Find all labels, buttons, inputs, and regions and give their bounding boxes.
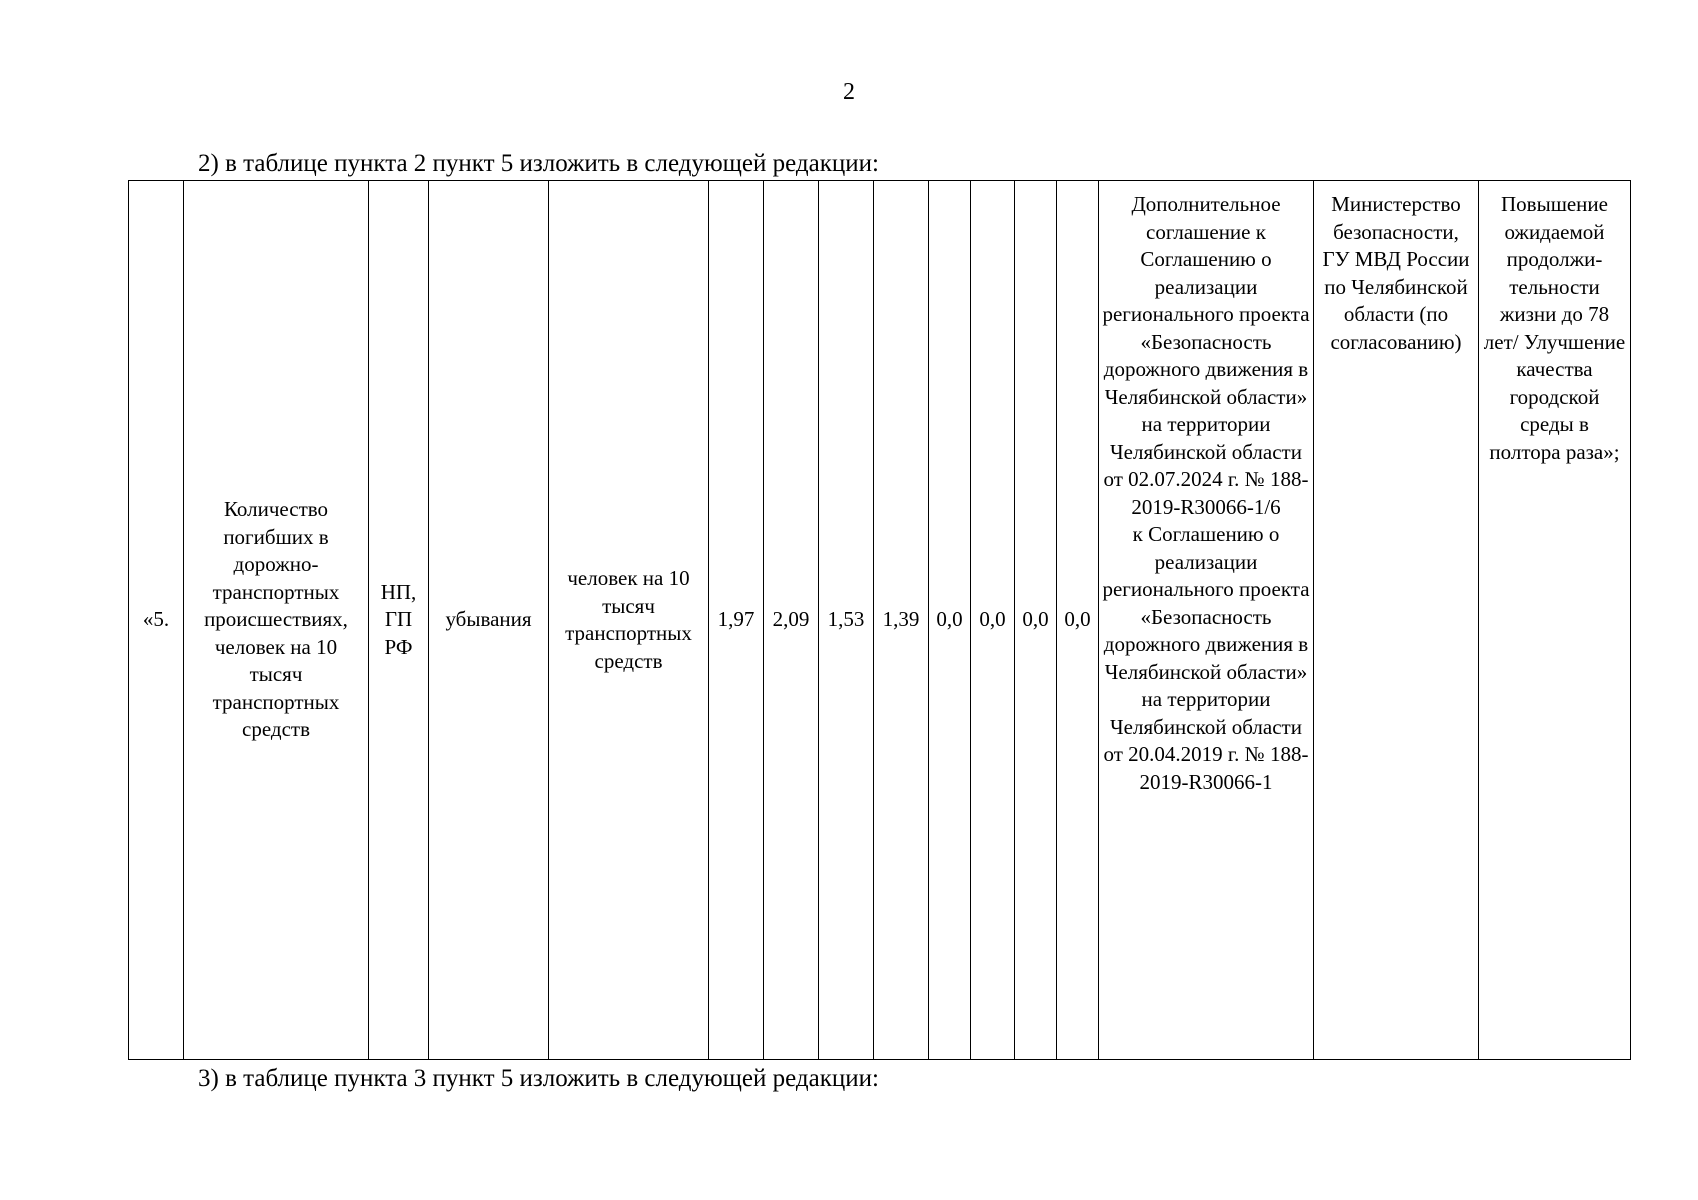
- indicator-table: [128, 180, 1631, 1060]
- table-row: [129, 181, 1631, 1060]
- unit-cell: человек на 10 тысяч транспортных средств: [549, 181, 709, 1060]
- value-cell: 0,0: [1015, 181, 1057, 1060]
- value-cell: 0,0: [1057, 181, 1099, 1060]
- row-index-cell: «5.: [129, 181, 184, 1060]
- document-cell: Дополнительное соглашение к Соглашению о реализации регионального проекта «Безопасность дорожного движения в Челябинской области» на территории Челябинской области от 02.07.2024 г. № 188-2019-R30066-1/6 к Соглашению о реализации регионального проекта «Безопасность дорожного движения в Челябинской области» на территории Челябинской области от 20.04.2019 г. № 188-2019-R30066-1: [1099, 181, 1314, 1060]
- value-cell: 1,39: [874, 181, 929, 1060]
- value-cell: 0,0: [929, 181, 971, 1060]
- indicator-name-cell: Количество погибших в дорожно-транспортных происшествиях, человек на 10 тысяч транспортных средств: [184, 181, 369, 1060]
- value-cell: 1,97: [709, 181, 764, 1060]
- value-cell: 2,09: [764, 181, 819, 1060]
- page-number: 2: [843, 79, 855, 105]
- indicator-level-cell: НП, ГП РФ: [369, 181, 429, 1060]
- value-cell: 0,0: [971, 181, 1015, 1060]
- value-cell: 1,53: [819, 181, 874, 1060]
- paragraph-item-3: 3) в таблице пункта 3 пункт 5 изложить в следующей редакции:: [198, 1065, 879, 1092]
- direction-cell: убывания: [429, 181, 549, 1060]
- goal-cell: Повышение ожидаемой продолжи-тельности жизни до 78 лет/ Улучшение качества городской среды в полтора раза»;: [1479, 181, 1631, 1060]
- responsible-cell: Министерство безопасности, ГУ МВД России по Челябинской области (по согласованию): [1314, 181, 1479, 1060]
- paragraph-item-2: 2) в таблице пункта 2 пункт 5 изложить в следующей редакции:: [198, 150, 879, 177]
